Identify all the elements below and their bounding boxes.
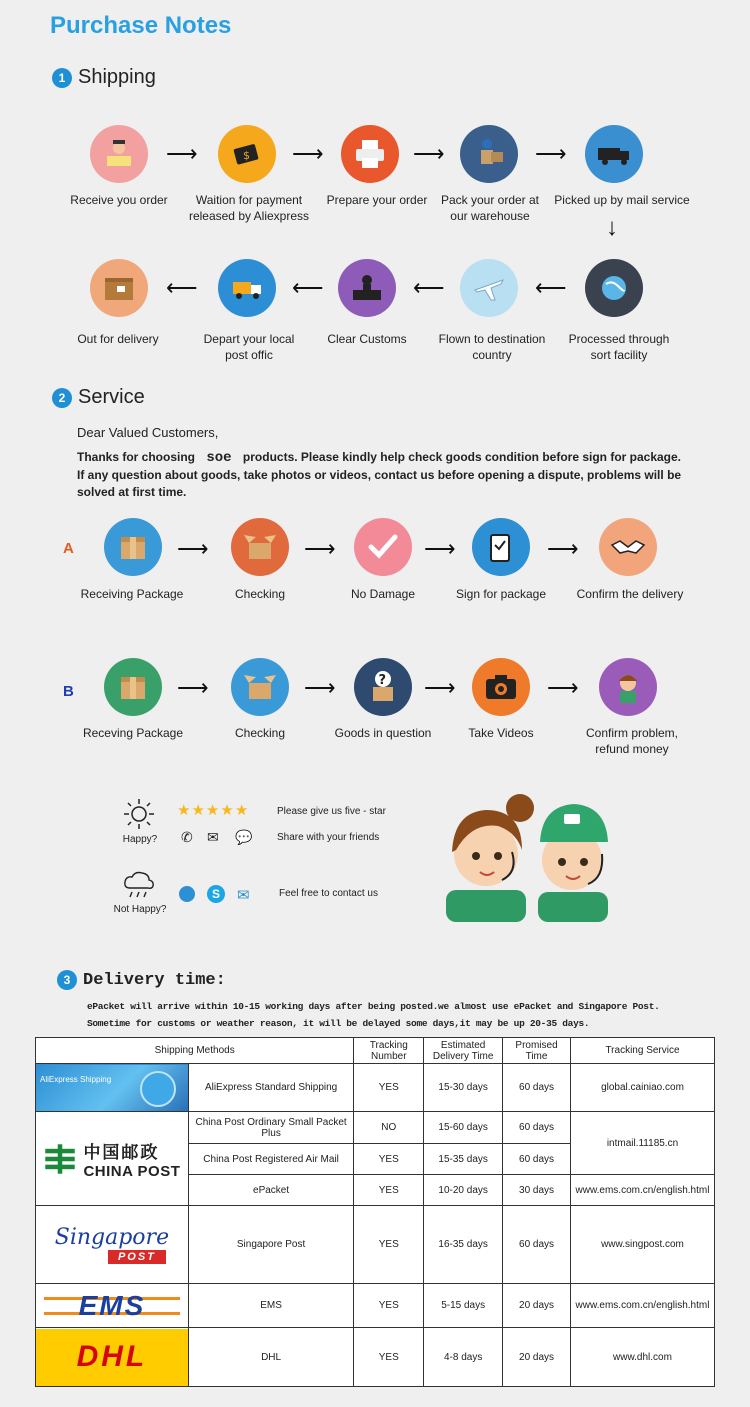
service-cell: intmail.11185.cn bbox=[570, 1112, 714, 1175]
envelope-icon: ✉ bbox=[237, 887, 250, 904]
method-cell: China Post Registered Air Mail bbox=[188, 1144, 354, 1175]
arrow-right-icon: ⟶ bbox=[177, 536, 209, 561]
thanks-prefix: Thanks for choosing bbox=[77, 450, 196, 464]
estimated-cell: 4-8 days bbox=[424, 1328, 503, 1387]
section-heading: Shipping bbox=[78, 66, 156, 88]
delivery-van-icon bbox=[218, 259, 276, 317]
step-label: Receiving Package bbox=[80, 587, 184, 601]
estimated-cell: 15-60 days bbox=[424, 1112, 503, 1144]
method-cell: EMS bbox=[188, 1284, 354, 1328]
arrow-right-icon: ⟶ bbox=[177, 675, 209, 700]
estimated-cell: 15-30 days bbox=[424, 1064, 503, 1112]
customs-icon bbox=[338, 259, 396, 317]
packer-icon bbox=[460, 125, 518, 183]
agent-icon bbox=[599, 658, 657, 716]
section-heading: Service bbox=[78, 386, 145, 408]
payment-icon bbox=[218, 125, 276, 183]
flow-b-letter: B bbox=[63, 683, 74, 700]
tracking-cell: YES bbox=[354, 1175, 424, 1206]
promised-cell: 60 days bbox=[503, 1144, 571, 1175]
china-post-english: CHINA POST bbox=[83, 1162, 181, 1180]
dhl-logo-text: DHL bbox=[76, 1340, 148, 1373]
arrow-right-icon: ⟶ bbox=[166, 141, 198, 166]
arrow-right-icon: ⟶ bbox=[535, 141, 567, 166]
china-post-emblem-icon bbox=[43, 1142, 77, 1176]
step-label: Clear Customs bbox=[327, 332, 407, 346]
promised-cell: 60 days bbox=[503, 1206, 571, 1284]
greeting-text: Dear Valued Customers, bbox=[77, 425, 219, 440]
arrow-left-icon: ⟵ bbox=[535, 275, 567, 300]
printer-icon bbox=[341, 125, 399, 183]
messenger-icon bbox=[179, 886, 195, 902]
service-message bbox=[77, 449, 707, 501]
estimated-cell: 15-35 days bbox=[424, 1144, 503, 1175]
step-label: Depart your local post offic bbox=[203, 332, 295, 362]
globe-icon bbox=[140, 1071, 176, 1107]
promised-cell: 20 days bbox=[503, 1328, 571, 1387]
dhl-logo bbox=[36, 1328, 189, 1387]
arrow-right-icon: ⟶ bbox=[413, 141, 445, 166]
arrow-left-icon: ⟵ bbox=[292, 275, 324, 300]
step-label: Prepare your order bbox=[326, 193, 428, 207]
arrow-right-icon: ⟶ bbox=[547, 675, 579, 700]
step-label: Take Videos bbox=[468, 726, 534, 740]
chat-icon: 💬 bbox=[235, 829, 253, 845]
arrow-right-icon: ⟶ bbox=[304, 675, 336, 700]
ems-logo-text: EMS bbox=[78, 1289, 146, 1321]
sun-icon bbox=[122, 797, 156, 831]
flow-a-letter: A bbox=[63, 540, 74, 557]
step-label: Confirm problem, refund money bbox=[585, 726, 679, 756]
aliexpress-logo-text: AliExpress Shipping bbox=[40, 1074, 112, 1084]
method-cell: China Post Ordinary Small Packet Plus bbox=[188, 1112, 354, 1144]
step-label: Out for delivery bbox=[77, 332, 159, 346]
section-number-badge: 1 bbox=[52, 68, 72, 88]
tracking-cell: YES bbox=[354, 1144, 424, 1175]
parcel-icon bbox=[90, 259, 148, 317]
step-label: No Damage bbox=[350, 587, 416, 601]
header-service: Tracking Service bbox=[570, 1038, 714, 1064]
truck-icon bbox=[585, 125, 643, 183]
five-star-rating bbox=[177, 801, 249, 819]
star-icon: ★ bbox=[205, 802, 221, 819]
open-box-icon bbox=[231, 658, 289, 716]
service-cell: www.dhl.com bbox=[570, 1328, 714, 1387]
service-cell: www.singpost.com bbox=[570, 1206, 714, 1284]
phone-icon: ✆ bbox=[181, 829, 193, 845]
table-row bbox=[36, 1112, 715, 1144]
step-label: Pack your order at our warehouse bbox=[440, 193, 540, 223]
header-estimated: Estimated Delivery Time bbox=[424, 1038, 503, 1064]
table-row bbox=[36, 1064, 715, 1112]
china-post-logo bbox=[36, 1112, 189, 1206]
method-cell: Singapore Post bbox=[188, 1206, 354, 1284]
service-cell: global.cainiao.com bbox=[570, 1064, 714, 1112]
table-header-row bbox=[36, 1038, 715, 1064]
singapore-logo-text: Singapore bbox=[54, 1225, 170, 1250]
header-promised: Promised Time bbox=[503, 1038, 571, 1064]
box-icon bbox=[104, 518, 162, 576]
table-row bbox=[36, 1328, 715, 1387]
step-label: Confirm the delivery bbox=[576, 587, 684, 601]
section-number-badge: 2 bbox=[52, 388, 72, 408]
service-cell: www.ems.com.cn/english.html bbox=[570, 1175, 714, 1206]
airplane-icon bbox=[460, 259, 518, 317]
arrow-right-icon: ⟶ bbox=[292, 141, 324, 166]
not-happy-label: Not Happy? bbox=[113, 904, 167, 915]
star-icon: ★ bbox=[234, 802, 250, 819]
promised-cell: 20 days bbox=[503, 1284, 571, 1328]
delivery-section-header bbox=[57, 970, 226, 990]
arrow-down-icon: ↓ bbox=[606, 214, 618, 241]
share-text: Share with your friends bbox=[277, 832, 380, 843]
table-row bbox=[36, 1206, 715, 1284]
step-label: Waition for payment released by Aliexpress bbox=[188, 193, 310, 223]
promised-cell: 60 days bbox=[503, 1112, 571, 1144]
promised-cell: 30 days bbox=[503, 1175, 571, 1206]
estimated-cell: 10-20 days bbox=[424, 1175, 503, 1206]
step-label: Processed through sort facility bbox=[568, 332, 670, 362]
handshake-icon bbox=[599, 518, 657, 576]
tracking-cell: YES bbox=[354, 1328, 424, 1387]
estimated-cell: 5-15 days bbox=[424, 1284, 503, 1328]
service-line-3: solved at first time. bbox=[77, 485, 187, 499]
tracking-cell: NO bbox=[354, 1112, 424, 1144]
step-label: Flown to destination country bbox=[438, 332, 546, 362]
arrow-left-icon: ⟵ bbox=[166, 275, 198, 300]
method-cell: ePacket bbox=[188, 1175, 354, 1206]
step-label: Checking bbox=[234, 726, 286, 740]
header-methods: Shipping Methods bbox=[36, 1038, 354, 1064]
arrow-right-icon: ⟶ bbox=[547, 536, 579, 561]
service-cell: www.ems.com.cn/english.html bbox=[570, 1284, 714, 1328]
section-heading: Delivery time: bbox=[83, 970, 226, 990]
star-icon: ★ bbox=[177, 802, 192, 819]
happy-label: Happy? bbox=[122, 834, 158, 845]
step-label: Receving Package bbox=[82, 726, 184, 740]
open-box-icon bbox=[231, 518, 289, 576]
contact-text: Feel free to contact us bbox=[279, 888, 378, 899]
step-label: Goods in question bbox=[334, 726, 432, 740]
ems-logo bbox=[36, 1284, 189, 1328]
clipboard-icon bbox=[472, 518, 530, 576]
section-number-badge: 3 bbox=[57, 970, 77, 990]
clerk-icon bbox=[90, 125, 148, 183]
rain-cloud-icon bbox=[122, 870, 156, 900]
box-icon bbox=[104, 658, 162, 716]
arrow-right-icon: ⟶ bbox=[424, 675, 456, 700]
arrow-right-icon: ⟶ bbox=[424, 536, 456, 561]
china-post-chinese: 中国邮政 bbox=[83, 1142, 160, 1163]
svg-text:$: $ bbox=[243, 149, 250, 162]
step-label: Checking bbox=[234, 587, 286, 601]
singapore-post-logo bbox=[36, 1206, 189, 1284]
aliexpress-shipping-logo bbox=[36, 1064, 189, 1112]
step-label: Picked up by mail service bbox=[554, 193, 690, 207]
tracking-cell: YES bbox=[354, 1284, 424, 1328]
camera-icon bbox=[472, 658, 530, 716]
page-title: Purchase Notes bbox=[50, 12, 232, 39]
five-star-text: Please give us five - star bbox=[277, 806, 386, 817]
arrow-left-icon: ⟵ bbox=[413, 275, 445, 300]
step-label: Sign for package bbox=[455, 587, 547, 601]
brand-name: soe bbox=[206, 450, 232, 466]
service-section-header bbox=[52, 386, 145, 409]
method-cell: AliExpress Standard Shipping bbox=[188, 1064, 354, 1112]
question-box-icon bbox=[354, 658, 412, 716]
arrow-right-icon: ⟶ bbox=[304, 536, 336, 561]
shipping-section-header bbox=[52, 66, 156, 89]
table-row bbox=[36, 1284, 715, 1328]
step-label: Receive you order bbox=[70, 193, 168, 207]
service-line-2: If any question about goods, take photos or videos, contact us before opening a dispute, problems will be bbox=[77, 468, 682, 482]
thanks-suffix: products. Please kindly help check goods condition before sign for package. bbox=[242, 450, 682, 464]
delivery-note-1: ePacket will arrive within 10-15 working days after being posted.we almost use ePacket and Singapore Post. bbox=[87, 1001, 660, 1012]
promised-cell: 60 days bbox=[503, 1064, 571, 1112]
singapore-post-badge: POST bbox=[108, 1250, 166, 1264]
header-tracking: Tracking Number bbox=[354, 1038, 424, 1064]
globe-icon bbox=[585, 259, 643, 317]
svg-text:?: ? bbox=[378, 673, 387, 688]
skype-icon: S bbox=[207, 885, 225, 903]
tracking-cell: YES bbox=[354, 1064, 424, 1112]
method-cell: DHL bbox=[188, 1328, 354, 1387]
checkmark-icon bbox=[354, 518, 412, 576]
mail-icon: ✉ bbox=[207, 829, 219, 845]
support-agents-illustration bbox=[442, 792, 612, 922]
shipping-methods-table bbox=[35, 1037, 715, 1387]
estimated-cell: 16-35 days bbox=[424, 1206, 503, 1284]
star-icon: ★ bbox=[191, 802, 206, 819]
star-icon: ★ bbox=[220, 802, 235, 819]
delivery-note-2: Sometime for customs or weather reason, it will be delayed some days,it may be up 20-35 days. bbox=[87, 1018, 590, 1029]
tracking-cell: YES bbox=[354, 1206, 424, 1284]
